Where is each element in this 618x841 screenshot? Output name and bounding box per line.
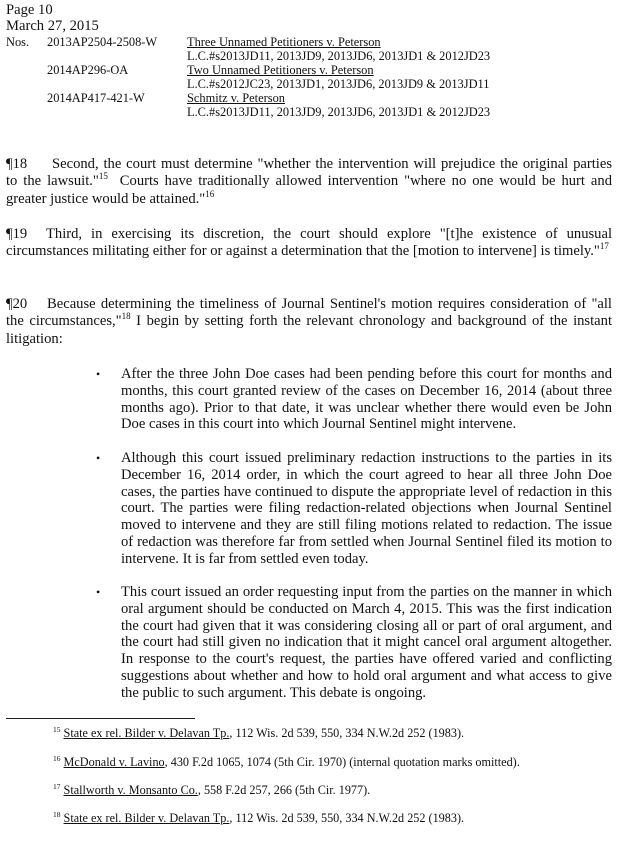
list-item-text: After the three John Doe cases had been pending before this court for months and months, this court granted review of the cases on December 16, 2014 (about three months ago). Prior to that date, it was unclear whether there would even be John Doe cases in this court into which Journal Sentinel might intervene. [121, 366, 612, 433]
case-citation: , 112 Wis. 2d 539, 550, 334 N.W.2d 252 (1983). [229, 726, 465, 740]
paragraph-text: Second, the court must determine "whether the intervention will prejudice the original parties to the lawsuit." [6, 156, 612, 190]
bullet-icon: • [96, 451, 101, 465]
footnote-number: 16 [53, 754, 61, 763]
case-citation: , 558 F.2d 257, 266 (5th Cir. 1977). [197, 783, 371, 797]
footnote-separator [6, 718, 195, 719]
case-number: 2013AP2504-2508-W [47, 35, 158, 49]
case-caption: Three Unnamed Petitioners v. Peterson [187, 35, 381, 49]
footnote-number: 17 [53, 782, 61, 791]
lower-court-numbers: L.C.#s2012JC23, 2013JD1, 2013JD6, 2013JD9 & 2013JD11 [187, 77, 490, 91]
nos-label: Nos. [6, 35, 30, 49]
footnote [53, 755, 520, 769]
paragraph-number: ¶20 [6, 296, 28, 312]
bullet-icon: • [96, 585, 101, 599]
footnote [53, 726, 464, 740]
paragraph-19 [6, 226, 612, 261]
footnote [53, 811, 464, 825]
case-citation: , 430 F.2d 1065, 1074 (5th Cir. 1970) (internal quotation marks omitted). [164, 755, 520, 769]
bullet-icon: • [96, 367, 101, 381]
case-caption: Two Unnamed Petitioners v. Peterson [187, 63, 374, 77]
paragraph-number: ¶19 [6, 226, 28, 242]
case-citation-name: Stallworth v. Monsanto Co. [63, 783, 198, 797]
case-number: 2014AP296-OA [47, 63, 129, 77]
case-citation: , 112 Wis. 2d 539, 550, 334 N.W.2d 252 (1983). [229, 811, 465, 825]
document-date: March 27, 2015 [6, 18, 99, 34]
list-item-text: Although this court issued preliminary redaction instructions to the parties in its December 16, 2014 order, in which the court agreed to hear all three John Doe cases, the parties have continued to dispute the appropriate level of redaction in this court. The parties were filing redaction-related objections when Journal Sentinel moved to intervene and they are still filing motions related to redaction. The issue of redaction was therefore far from settled when Journal Sentinel filed its motion to intervene. It is far from settled even today. [121, 450, 612, 567]
footnote-number: 15 [53, 725, 61, 734]
footnote-ref[interactable]: 17 [599, 241, 609, 252]
footnote-ref[interactable]: 15 [98, 171, 108, 182]
paragraph-number: ¶18 [6, 156, 28, 172]
page-number: Page 10 [6, 2, 53, 18]
paragraph-20 [6, 296, 616, 348]
case-number: 2014AP417-421-W [47, 91, 145, 105]
paragraph-text: I begin by setting forth the relevant chronology and background of the instant litigation: [6, 313, 616, 347]
footnote [53, 783, 370, 797]
lower-court-numbers: L.C.#s2013JD11, 2013JD9, 2013JD6, 2013JD1 & 2012JD23 [187, 49, 491, 63]
footnote-ref[interactable]: 18 [121, 311, 131, 322]
case-citation-name: McDonald v. Lavino [63, 755, 165, 769]
case-citation-name: State ex rel. Bilder v. Delavan Tp. [63, 726, 230, 740]
paragraph-text: Third, in exercising its discretion, the court should explore "[t]he existence of unusual circumstances militating either for or against a determination that the [motion to intervene] is timely." [6, 226, 612, 260]
paragraph-18 [6, 156, 616, 208]
case-citation-name: State ex rel. Bilder v. Delavan Tp. [63, 811, 230, 825]
list-item-text: This court issued an order requesting input from the parties on the manner in which oral argument should be conducted on March 4, 2015. This was the first indication the court had given that it was considering closing all or part of oral argument, and the court had still given no indication that it might cancel oral argument altogether. In response to the court's request, the parties have offered varied and conflicting suggestions about whether and how to hold oral argument and what access to give the public to such argument. This debate is ongoing. [121, 584, 612, 701]
paragraph-text: Courts have traditionally allowed intervention "where no one would be hurt and greater justice would be attained." [6, 173, 616, 207]
lower-court-numbers: L.C.#s2013JD11, 2013JD9, 2013JD6, 2013JD1 & 2012JD23 [187, 105, 491, 119]
footnote-ref[interactable]: 16 [205, 188, 215, 199]
paragraph-text: Because determining the timeliness of Journal Sentinel's motion requires consideration of "all the circumstances," [6, 296, 612, 330]
case-caption: Schmitz v. Peterson [187, 91, 285, 105]
footnote-number: 18 [53, 810, 61, 819]
